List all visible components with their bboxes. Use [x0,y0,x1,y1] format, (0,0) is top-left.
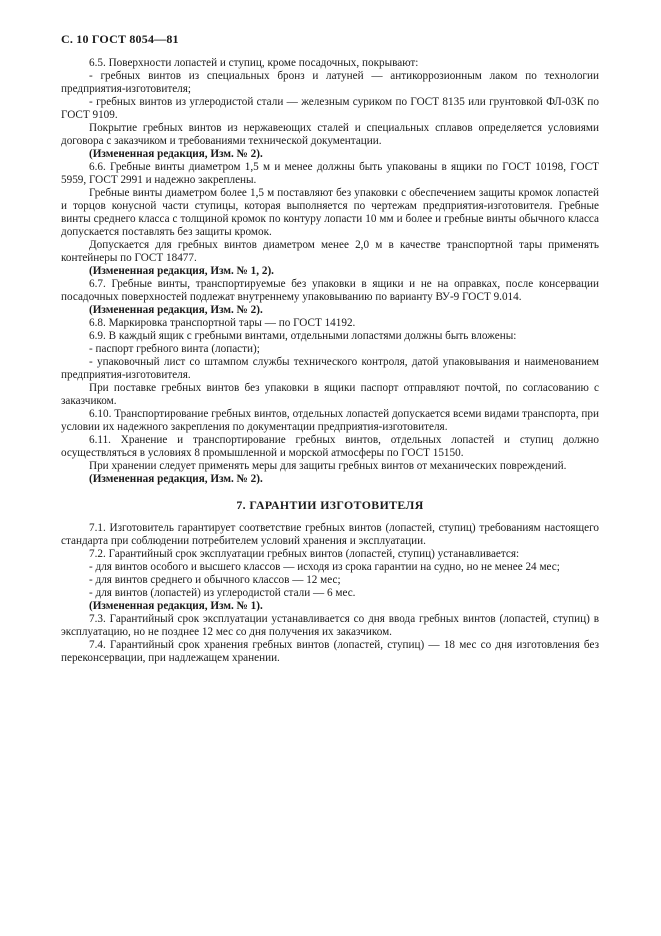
paragraph: 6.10. Транспортирование гребных винтов, отдельных лопастей допускается всеми видами транспорта, при условии их надежного закрепления по документации предприятия-изготовителя. [61,408,599,433]
amendment-note: (Измененная редакция, Изм. № 1, 2). [89,265,274,277]
section-6-text [61,57,599,486]
paragraph: При поставке гребных винтов без упаковки в ящики паспорт отправляют почтой, по согласованию с заказчиком. [61,382,599,407]
paragraph: Допускается для гребных винтов диаметром менее 2,0 м в качестве транспортной тары применять контейнеры по ГОСТ 18477. [61,239,599,264]
paragraph: 6.9. В каждый ящик с гребными винтами, отдельными лопастями должны быть вложены: [89,330,517,342]
paragraph: 7.2. Гарантийный срок эксплуатации гребных винтов (лопастей, ступиц) устанавливается: [89,548,520,560]
paragraph: 6.6. Гребные винты диаметром 1,5 м и менее должны быть упакованы в ящики по ГОСТ 10198, ГОСТ 5959, ГОСТ 2991 и надежно закреплены. [61,161,599,186]
page-header: С. 10 ГОСТ 8054—81 [61,32,179,46]
paragraph: 6.5. Поверхности лопастей и ступиц, кроме посадочных, покрывают: [89,57,419,69]
amendment-note: (Измененная редакция, Изм. № 2). [89,148,263,160]
paragraph: 7.3. Гарантийный срок эксплуатации устанавливается со дня ввода гребных винтов (лопастей, ступиц) в эксплуатацию, но не позднее 12 мес со дня получения их заказчиком. [61,613,599,638]
paragraph: 7.4. Гарантийный срок хранения гребных винтов (лопастей, ступиц) — 18 мес со дня изготовления без переконсервации, при надлежащем хранении. [61,639,599,664]
document-body [61,57,599,665]
paragraph: При хранении следует применять меры для защиты гребных винтов от механических повреждений. [89,460,567,472]
paragraph: Гребные винты диаметром более 1,5 м поставляют без упаковки с обеспечением защиты кромок лопастей и торцов конусной части ступицы, которая выполняется по чертежам предприятия-изготовителя. Гребные винты среднего класса с толщиной кромок по контуру лопасти 10 мм и более и гребные винты обычного класса допускается поставлять без защиты кромок. [61,187,599,238]
paragraph: 7.1. Изготовитель гарантирует соответствие гребных винтов (лопастей, ступиц) требованиям настоящего стандарта при соблюдении потребителем условий хранения и эксплуатации. [61,522,599,547]
paragraph: - упаковочный лист со штампом службы технического контроля, датой упаковывания и наименованием предприятия-изготовителя. [61,356,599,381]
paragraph: Покрытие гребных винтов из нержавеющих сталей и специальных сплавов определяется условиями договора с заказчиком и требованиями технической документации. [61,122,599,147]
section-7-text [61,522,599,665]
paragraph: - для винтов среднего и обычного классов — 12 мес; [89,574,341,586]
paragraph: - гребных винтов из специальных бронз и латуней — антикоррозионным лаком по технологии предприятия-изготовителя; [61,70,599,95]
amendment-note: (Измененная редакция, Изм. № 1). [89,600,263,612]
section-title: 7. ГАРАНТИИ ИЗГОТОВИТЕЛЯ [236,498,424,512]
paragraph: 6.8. Маркировка транспортной тары — по ГОСТ 14192. [89,317,356,329]
paragraph: - для винтов особого и высшего классов — исходя из срока гарантии на судно, но не менее 24 мес; [89,561,560,573]
paragraph: - для винтов (лопастей) из углеродистой стали — 6 мес. [89,587,356,599]
paragraph: 6.11. Хранение и транспортирование гребных винтов, отдельных лопастей и ступиц должно осуществляться в условиях 8 промышленной и морской атмосферы по ГОСТ 15150. [61,434,599,459]
paragraph: 6.7. Гребные винты, транспортируемые без упаковки в ящики и не на оправках, после консервации посадочных поверхностей подлежат внутреннему упаковыванию по варианту ВУ-9 ГОСТ 9.014. [61,278,599,303]
amendment-note: (Измененная редакция, Изм. № 2). [89,304,263,316]
paragraph: - гребных винтов из углеродистой стали — железным суриком по ГОСТ 8135 или грунтовкой ФЛ-03К по ГОСТ 9109. [61,96,599,121]
paragraph: - паспорт гребного винта (лопасти); [89,343,260,355]
amendment-note: (Измененная редакция, Изм. № 2). [89,473,263,485]
